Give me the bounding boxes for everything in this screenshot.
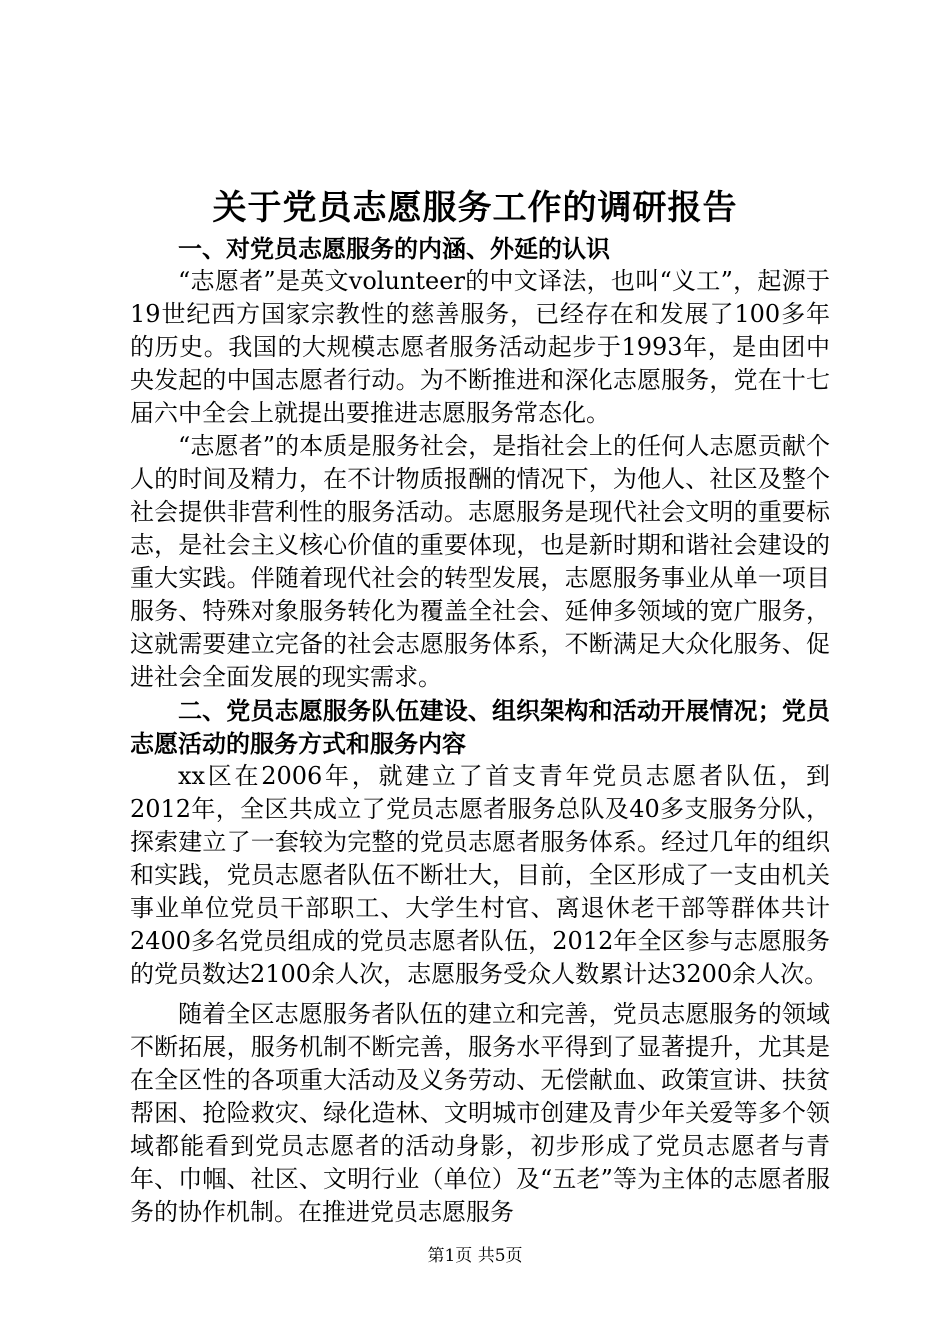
section-1-paragraph-1: “志愿者”是英文volunteer的中文译法，也叫“义工”，起源于19世纪西方国家宗教性的慈善服务，已经存在和发展了100多年的历史。我国的大规模志愿者服务活动起步于1993年，是由团中央发起的中国志愿者行动。为不断推进和深化志愿服务，党在十七届六中全会上就提出要推进志愿服务常态化。 [130,267,830,427]
section-1-paragraph-2: “志愿者”的本质是服务社会，是指社会上的任何人志愿贡献个人的时间及精力，在不计物质报酬的情况下，为他人、社区及整个社会提供非营利性的服务活动。志愿服务是现代社会文明的重要标志，是社会主义核心价值的重要体现，也是新时期和谐社会建设的重大实践。伴随着现代社会的转型发展，志愿服务事业从单一项目服务、特殊对象服务转化为覆盖全社会、延伸多领域的宽广服务，这就需要建立完备的社会志愿服务体系，不断满足大众化服务、促进社会全面发展的现实需求。 [130,432,830,691]
page-number-footer: 第1页 共5页 [427,1246,523,1266]
section-2-paragraph-1: xx区在2006年，就建立了首支青年党员志愿者队伍，到2012年，全区共成立了党员志愿者服务总队及40多支服务分队，探索建立了一套较为完整的党员志愿者服务体系。经过几年的组织和实践，党员志愿者队伍不断壮大，目前，全区形成了一支由机关事业单位党员干部职工、大学生村官、离退休老干部等群体共计2400多名党员组成的党员志愿者队伍，2012年全区参与志愿服务的党员数达2100余人次，志愿服务受众人数累计达3200余人次。 [130,762,830,988]
section-2-paragraph-2: 随着全区志愿服务者队伍的建立和完善，党员志愿服务的领域不断拓展，服务机制不断完善，服务水平得到了显著提升，尤其是在全区性的各项重大活动及义务劳动、无偿献血、政策宣讲、扶贫帮困、抢险救灾、绿化造林、文明城市创建及青少年关爱等多个领域都能看到党员志愿者的活动身影，初步形成了党员志愿者与青年、巾帼、社区、文明行业（单位）及“五老”等为主体的志愿者服务的协作机制。在推进党员志愿服务 [130,1000,830,1226]
document-body [130,232,830,1229]
document-title: 关于党员志愿服务工作的调研报告 [212,188,738,228]
section-1-heading: 一、对党员志愿服务的内涵、外延的认识 [178,234,610,263]
section-2-heading: 二、党员志愿服务队伍建设、组织架构和活动开展情况；党员志愿活动的服务方式和服务内容 [130,696,830,758]
